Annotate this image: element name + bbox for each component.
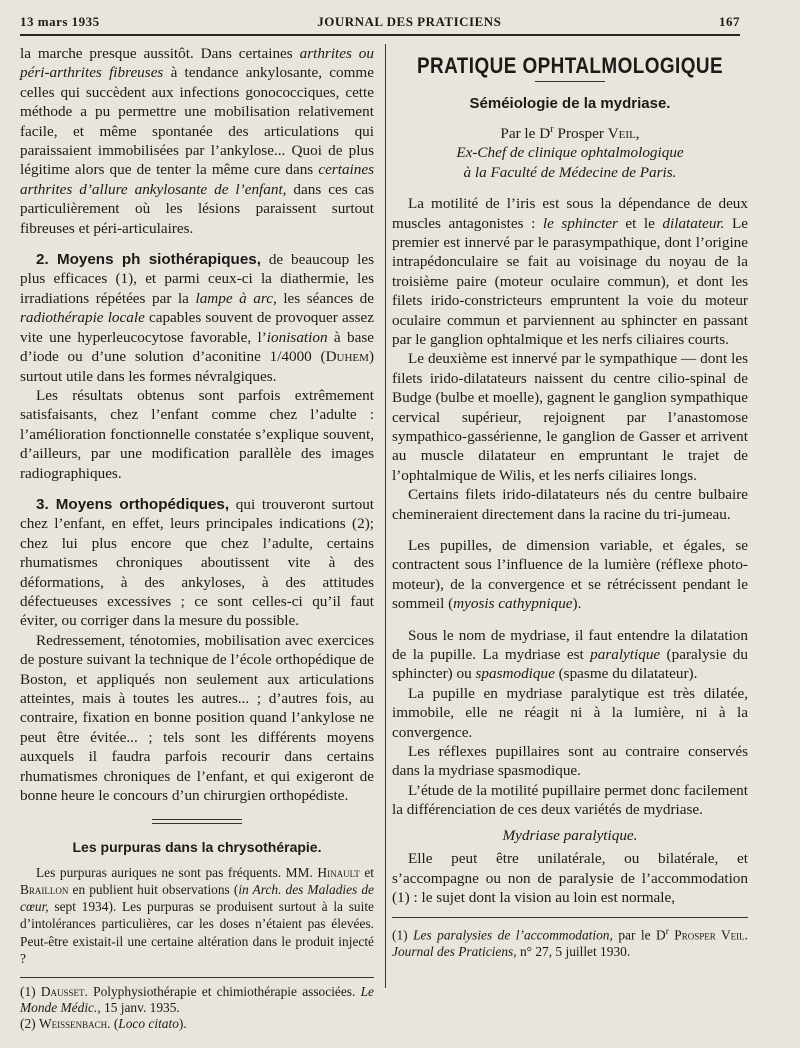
title-rule: [535, 81, 605, 82]
article-title: Séméiologie de la mydriase.: [469, 95, 671, 113]
left-column: [20, 44, 374, 1032]
paragraph-arthrites: la marche presque aussitôt. Dans certaines arthrites ou péri-arthrites fibreuses à tendance ankylosante, comme celles qui succèdent aux infections gonococciques, cette méthode a pu permettre une mobilisation relativement facile, et même spontanée des articulations qui paraissaient immobilisées par l’ankylose... Quoi de plus légitime alors que de tenter la même cure dans certaines arthrites d’allure ankylosante de l’enfant, dans ces cas particulièrement où les lésions paraissent surtout fibreuses et péri-articulaires.: [20, 45, 374, 237]
paragraph-nom-mydriase: Sous le nom de mydriase, il faut entendre la dilatation de la pupille. La mydriase est paralytique (paralysie du sphincter) ou spasmodique (spasme du dilatateur).: [392, 626, 748, 683]
paragraph-pupille-paralytique: La pupille en mydriase paralytique est très dilatée, immobile, elle ne réagit ni à la lumière, ni à la convergence.: [392, 684, 748, 741]
paragraph-resultats: Les résultats obtenus sont parfois extrêmement satisfaisants, chez l’enfant comme chez l’adulte : l’amélioration fonctionnelle constatée s’explique souvent, d’ailleurs, par une modification parallèle des images radiographiques.: [20, 386, 374, 482]
affiliation-line-1: Ex-Chef de clinique ophtalmologique: [456, 144, 684, 162]
paragraph-moyens-physiotherapiques: 2. Moyens ph siothérapiques, de beaucoup les plus efficaces (1), et parmi ceux-ci la diathermie, les irradiations répétées par la lampe à arc, les séances de radiothérapie locale capables souvent de provoquer assez vite une hyperleucocytose favorable, l’ionisation à base d’iode ou d’une solution d’aconitine 1/4000 (Duhem) surtout utile dans les formes névralgiques.: [20, 251, 374, 385]
section-separator: [152, 819, 242, 824]
header-date: 13 mars 1935: [20, 14, 100, 29]
header-page-number: 167: [719, 14, 740, 29]
paragraph-unilaterale: Elle peut être unilatérale, ou bilatérale, et s’accompagne ou non de paralysie de l’accommodation (1) : le sujet dont la vision au loin est normale,: [392, 850, 748, 906]
footnote-1: (1) Les paralysies de l’accommodation, par le $D^r$ Prosper Veil. Journal des Praticiens, n° 27, 5 juillet 1930.: [392, 927, 748, 959]
header-rule: [20, 34, 740, 36]
column-divider: [385, 44, 386, 988]
affiliation-line-2: à la Faculté de Médecine de Paris.: [463, 163, 677, 181]
paragraph-pupilles: Les pupilles, de dimension variable, et égales, se contractent sous l’influence de la lumière (réflexe photo-moteur), de la convergence et se rétrécissent pendant le sommeil (myosis cathypnique).: [392, 537, 748, 613]
header-journal-title: JOURNAL DES PRATICIENS: [317, 14, 502, 29]
purpura-title: Les purpuras dans la chrysothérapie.: [72, 839, 322, 856]
paragraph-etude: L’étude de la motilité pupillaire permet donc facilement la différenciation de ces deux variétés de mydriase.: [392, 781, 748, 819]
paragraph-filets: Certains filets irido-dilatateurs nés du centre bulbaire chemineraient directement dans la racine du tri-jumeau.: [392, 486, 748, 523]
byline: Par le $D^r$ Prosper Veil,: [500, 123, 640, 142]
footnote-2: (2) Weissenbach. (Loco citato).: [20, 1016, 187, 1032]
right-column: [392, 44, 748, 960]
footnote-rule: [392, 917, 748, 918]
purpura-text: Les purpuras auriques ne sont pas fréquents. MM. Hinault et Braillon en publient huit observations (in Arch. des Maladies de cœur, sept 1934). Les purpuras se produisent surtout à la suite d’intolérances particulières, car les doses n’étaient pas élevées. Peut-être existait-il une certaine altération dans le produit injecté ?: [20, 864, 375, 966]
left-footnotes: [20, 984, 374, 1032]
right-footnotes: [392, 924, 748, 959]
section-title: PRATIQUE OPHTALMOLOGIQUE: [416, 53, 724, 78]
footnote-rule: [20, 977, 374, 978]
sub-heading: Mydriase paralytique.: [502, 826, 638, 844]
page-header: [20, 14, 740, 34]
footnote-1: (1) Dausset. Polyphysiothérapie et chimiothérapie associées. Le Monde Médic., 15 janv. 1935.: [20, 984, 374, 1016]
paragraph-motilite: La motilité de l’iris est sous la dépendance de deux muscles antagonistes : le sphincter et le dilatateur. Le premier est innervé par le parasympathique, dont l’origine intrapédonculaire se fait au voisinage du noyau de la troisième paire (moteur oculaire commun), et dont les filets irido-constricteurs empruntent la voie du moteur oculaire commun et parviennent au sphincter en passant par le ganglion ophtalmique et les nerfs ciliaires courts.: [392, 195, 749, 348]
paragraph-reflexes: Les réflexes pupillaires sont au contraire conservés dans la mydriase spasmodique.: [392, 743, 748, 780]
paragraph-deuxieme: Le deuxième est innervé par le sympathique — dont les filets irido-dilatateurs naissent du centre cilio-spinal de Budge (bulbe et moelle), gagnent le ganglion sympathique cervical supérieur, rejoignent par l’anastomose sympathico-gassérienne, le ganglion de Gasser et arrivent au muscle dilatateur en empruntant le trajet de l’ophtalmique de Wilis, et les nerfs ciliaires longs.: [392, 350, 748, 484]
paragraph-moyens-orthopediques: 3. Moyens orthopédiques, qui trouveront surtout chez l’enfant, en effet, leurs principales indications (2); chez lui plus encore que chez l’adulte, certains rhumatismes chroniques aboutissent vite à des déformations, à des ankyloses, à des attitudes défectueuses excessives ; ce sont celles-ci qu’il faut éviter, ou corriger dans la mesure du possible.: [20, 495, 375, 630]
paragraph-redressement: Redressement, ténotomies, mobilisation avec exercices de posture suivant la technique de l’école orthopédique de Boston, et appliqués non seulement aux articulations atteintes, mais à toutes les autres... ; d’autres fois, au contraire, fixation en bonne position quand l’ankylose ne peut être évitée... ; tels sont les différents moyens auxquels il faudra parfois recourir dans certains rhumatismes chroniques de l’enfant, et qui exigeront de bonne heure le concours d’un chirurgien orthopédiste.: [20, 631, 374, 805]
